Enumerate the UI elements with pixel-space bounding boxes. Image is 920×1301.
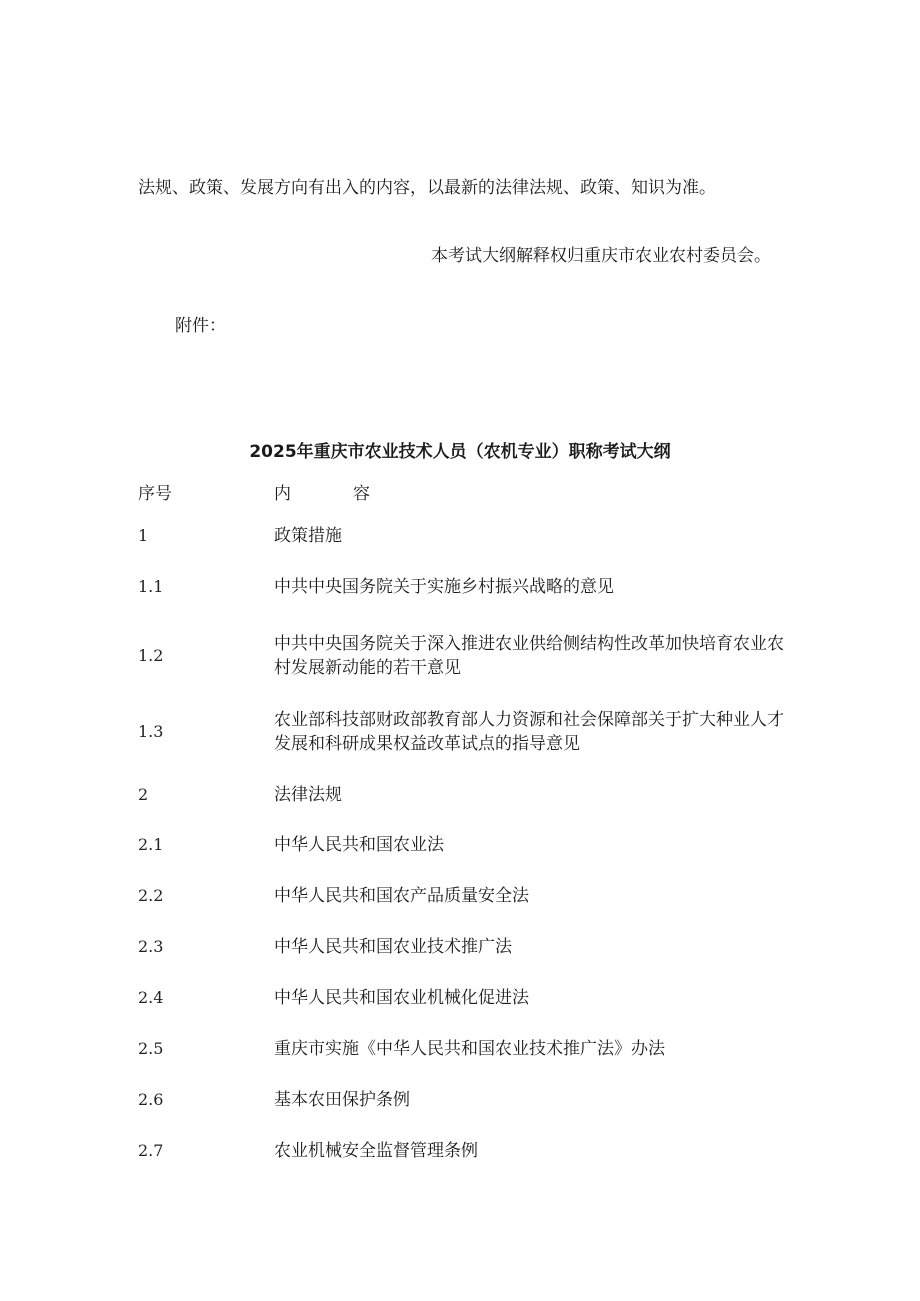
row-content: 中共中央国务院关于深入推进农业供给侧结构性改革加快培育农业农村发展新动能的若干意见 [274,634,784,678]
row-number: 1.2 [138,646,164,665]
column-header-content-part1: 内 [274,484,291,504]
row-number: 2.5 [138,1039,164,1058]
interpretation-note: 本考试大纲解释权归重庆市农业农村委员会。 [431,246,771,266]
row-content: 中华人民共和国农业法 [274,835,444,855]
row-content: 农业部科技部财政部教育部人力资源和社会保障部关于扩大种业人才发展和科研成果权益改革试点的指导意见 [274,710,784,754]
row-number: 2.1 [138,835,164,854]
row-content: 中华人民共和国农业机械化促进法 [274,988,529,1008]
row-content: 中华人民共和国农业技术推广法 [274,937,512,957]
column-header-content-part2: 容 [353,484,370,504]
document-title: 2025年重庆市农业技术人员（农机专业）职称考试大纲 [249,442,671,462]
row-number: 1.1 [138,577,164,596]
intro-paragraph: 法规、政策、发展方向有出入的内容，以最新的法律法规、政策、知识为准。 [138,178,716,198]
row-number: 2 [138,785,149,804]
row-content: 法律法规 [274,785,342,805]
row-content: 政策措施 [274,526,342,546]
column-header-content [274,482,370,506]
attachment-label: 附件： [175,316,226,336]
row-number: 2.7 [138,1141,164,1160]
row-number: 2.4 [138,988,164,1007]
row-number: 1 [138,526,149,545]
row-content: 中共中央国务院关于实施乡村振兴战略的意见 [274,577,614,597]
row-number: 2.2 [138,886,164,905]
row-content: 农业机械安全监督管理条例 [274,1141,478,1161]
row-content: 重庆市实施《中华人民共和国农业技术推广法》办法 [274,1039,665,1059]
row-content: 中华人民共和国农产品质量安全法 [274,886,529,906]
row-number: 2.6 [138,1090,164,1109]
column-header-number: 序号 [138,484,172,504]
row-content: 基本农田保护条例 [274,1090,410,1110]
row-number: 2.3 [138,937,164,956]
row-number: 1.3 [138,722,164,741]
